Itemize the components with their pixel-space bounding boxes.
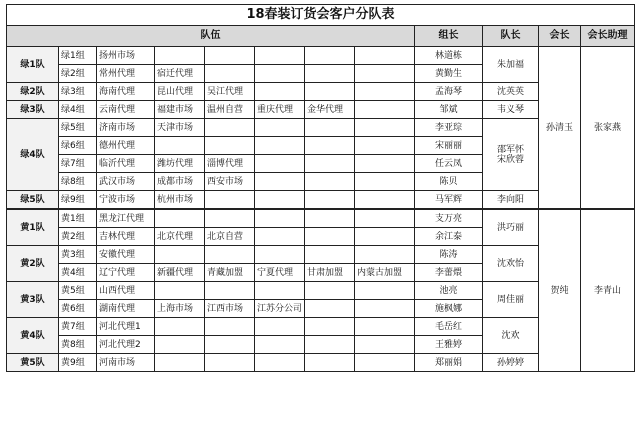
client-cell	[255, 65, 305, 83]
client-cell: 昆山代理	[155, 83, 205, 101]
group-name: 绿9组	[59, 191, 97, 210]
page-title: 18春装订货会客户分队表	[7, 5, 635, 26]
client-cell: 海南代理	[97, 83, 155, 101]
client-cell	[355, 65, 415, 83]
president-cell: 孙清玉	[539, 47, 581, 210]
client-cell	[205, 47, 255, 65]
assistant-cell: 李青山	[581, 209, 635, 372]
header-president: 会长	[539, 26, 581, 47]
client-cell	[355, 300, 415, 318]
client-cell	[355, 83, 415, 101]
client-cell: 湖南代理	[97, 300, 155, 318]
client-cell	[205, 246, 255, 264]
client-cell	[355, 191, 415, 210]
client-cell	[355, 246, 415, 264]
client-cell: 杭州市场	[155, 191, 205, 210]
team-name: 黄5队	[7, 354, 59, 372]
client-cell: 成都市场	[155, 173, 205, 191]
group-name: 黄9组	[59, 354, 97, 372]
client-cell	[305, 83, 355, 101]
group-leader-cell: 马军辉	[415, 191, 483, 210]
client-cell	[355, 282, 415, 300]
client-cell: 青藏加盟	[205, 264, 255, 282]
client-cell: 宁波市场	[97, 191, 155, 210]
team-name: 绿4队	[7, 119, 59, 191]
client-cell: 宁夏代理	[255, 264, 305, 282]
client-cell: 重庆代理	[255, 101, 305, 119]
header-team-leader: 队长	[483, 26, 539, 47]
team-name: 黄3队	[7, 282, 59, 318]
client-cell	[305, 282, 355, 300]
client-cell	[255, 119, 305, 137]
client-cell	[205, 282, 255, 300]
team-leader-cell: 朱加福	[483, 47, 539, 83]
header-row	[7, 26, 635, 47]
client-cell	[255, 137, 305, 155]
client-cell	[255, 173, 305, 191]
client-cell	[305, 354, 355, 372]
group-leader-cell: 陈涛	[415, 246, 483, 264]
client-cell	[255, 83, 305, 101]
client-cell	[155, 47, 205, 65]
client-cell	[305, 65, 355, 83]
president-cell: 贺纯	[539, 209, 581, 372]
group-leader-cell: 毛岳红	[415, 318, 483, 336]
team-leader-cell: 沈英英	[483, 83, 539, 101]
group-name: 绿7组	[59, 155, 97, 173]
client-cell: 河南市场	[97, 354, 155, 372]
client-cell	[305, 246, 355, 264]
client-cell	[305, 318, 355, 336]
group-name: 黄1组	[59, 209, 97, 228]
client-cell	[155, 336, 205, 354]
client-cell	[305, 155, 355, 173]
client-cell: 淄博代理	[205, 155, 255, 173]
group-leader-cell: 李蕾煨	[415, 264, 483, 282]
team-name: 黄2队	[7, 246, 59, 282]
group-leader-cell: 施枫娜	[415, 300, 483, 318]
client-cell	[255, 282, 305, 300]
team-name: 绿5队	[7, 191, 59, 210]
client-cell	[155, 246, 205, 264]
group-leader-cell: 孟海琴	[415, 83, 483, 101]
client-cell: 德州代理	[97, 137, 155, 155]
client-cell	[255, 354, 305, 372]
client-cell	[305, 119, 355, 137]
client-cell	[355, 173, 415, 191]
client-cell	[305, 336, 355, 354]
client-cell: 辽宁代理	[97, 264, 155, 282]
client-cell: 北京自营	[205, 228, 255, 246]
group-name: 绿3组	[59, 83, 97, 101]
client-cell: 温州自营	[205, 101, 255, 119]
group-name: 黄3组	[59, 246, 97, 264]
client-cell: 黑龙江代理	[97, 209, 155, 228]
group-name: 绿1组	[59, 47, 97, 65]
client-cell	[305, 209, 355, 228]
group-name: 黄6组	[59, 300, 97, 318]
client-cell	[355, 47, 415, 65]
team-leader-cell: 沈欢怡	[483, 246, 539, 282]
client-cell: 宿迁代理	[155, 65, 205, 83]
client-cell	[255, 318, 305, 336]
client-cell: 河北代理1	[97, 318, 155, 336]
client-cell	[355, 318, 415, 336]
client-cell	[205, 209, 255, 228]
client-cell	[255, 228, 305, 246]
client-cell: 福建市场	[155, 101, 205, 119]
client-cell: 吉林代理	[97, 228, 155, 246]
client-cell	[305, 228, 355, 246]
client-cell	[305, 173, 355, 191]
client-cell: 济南市场	[97, 119, 155, 137]
client-cell: 甘肃加盟	[305, 264, 355, 282]
client-cell: 山西代理	[97, 282, 155, 300]
header-group-leader: 组长	[415, 26, 483, 47]
client-cell	[305, 191, 355, 210]
client-cell: 新疆代理	[155, 264, 205, 282]
client-cell	[155, 318, 205, 336]
client-cell	[205, 336, 255, 354]
team-table	[6, 4, 635, 372]
group-leader-cell: 林道栋	[415, 47, 483, 65]
team-leader-cell: 李向阳	[483, 191, 539, 210]
team-leader-cell: 韦义琴	[483, 101, 539, 119]
client-cell	[355, 354, 415, 372]
team-leader-cell: 洪巧丽	[483, 209, 539, 246]
group-leader-cell: 任云凤	[415, 155, 483, 173]
client-cell: 河北代理2	[97, 336, 155, 354]
client-cell	[355, 155, 415, 173]
group-leader-cell: 邹斌	[415, 101, 483, 119]
client-cell	[355, 137, 415, 155]
team-leader-cell: 孙婷婷	[483, 354, 539, 372]
client-cell: 武汉市场	[97, 173, 155, 191]
group-name: 绿6组	[59, 137, 97, 155]
client-cell: 江苏分公司	[255, 300, 305, 318]
client-cell: 上海市场	[155, 300, 205, 318]
group-name: 黄8组	[59, 336, 97, 354]
group-leader-cell: 陈贝	[415, 173, 483, 191]
header-team-section: 队伍	[7, 26, 415, 47]
group-leader-cell: 王雅婷	[415, 336, 483, 354]
client-cell	[255, 209, 305, 228]
client-cell	[155, 209, 205, 228]
team-name: 黄4队	[7, 318, 59, 354]
client-cell	[305, 47, 355, 65]
team-name: 绿1队	[7, 47, 59, 83]
client-cell	[155, 354, 205, 372]
group-name: 绿5组	[59, 119, 97, 137]
client-cell: 常州代理	[97, 65, 155, 83]
client-cell: 吴江代理	[205, 83, 255, 101]
client-cell	[255, 336, 305, 354]
group-name: 黄7组	[59, 318, 97, 336]
client-cell	[205, 318, 255, 336]
group-leader-cell: 李亚琮	[415, 119, 483, 137]
client-cell	[355, 101, 415, 119]
client-cell	[205, 354, 255, 372]
client-cell: 安徽代理	[97, 246, 155, 264]
group-leader-cell: 宋丽丽	[415, 137, 483, 155]
table-container	[6, 4, 635, 372]
client-cell	[205, 119, 255, 137]
team-leader-cell: 沈欢	[483, 318, 539, 354]
client-cell	[205, 137, 255, 155]
client-cell	[155, 282, 205, 300]
team-name: 绿3队	[7, 101, 59, 119]
group-name: 黄5组	[59, 282, 97, 300]
group-leader-cell: 支万亮	[415, 209, 483, 228]
client-cell	[255, 47, 305, 65]
client-cell	[355, 209, 415, 228]
group-leader-cell: 余江泰	[415, 228, 483, 246]
client-cell: 临沂代理	[97, 155, 155, 173]
client-cell: 天津市场	[155, 119, 205, 137]
client-cell	[355, 119, 415, 137]
group-name: 黄4组	[59, 264, 97, 282]
table-row	[7, 209, 635, 228]
group-name: 绿4组	[59, 101, 97, 119]
group-leader-cell: 黄勤生	[415, 65, 483, 83]
client-cell	[355, 336, 415, 354]
team-name: 黄1队	[7, 209, 59, 246]
client-cell	[255, 191, 305, 210]
team-leader-cell: 周佳丽	[483, 282, 539, 318]
client-cell: 潍坊代理	[155, 155, 205, 173]
client-cell: 北京代理	[155, 228, 205, 246]
client-cell	[205, 65, 255, 83]
group-leader-cell: 池亮	[415, 282, 483, 300]
client-cell	[255, 155, 305, 173]
client-cell: 云南代理	[97, 101, 155, 119]
table-row	[7, 47, 635, 65]
client-cell	[255, 246, 305, 264]
team-leader-cell: 邵军怀 宋欣蓉	[483, 119, 539, 191]
client-cell	[355, 228, 415, 246]
group-name: 绿2组	[59, 65, 97, 83]
group-leader-cell: 郑丽娟	[415, 354, 483, 372]
client-cell	[305, 300, 355, 318]
client-cell: 金华代理	[305, 101, 355, 119]
group-name: 绿8组	[59, 173, 97, 191]
client-cell	[205, 191, 255, 210]
group-name: 黄2组	[59, 228, 97, 246]
team-name: 绿2队	[7, 83, 59, 101]
client-cell: 扬州市场	[97, 47, 155, 65]
client-cell: 内蒙古加盟	[355, 264, 415, 282]
client-cell	[155, 137, 205, 155]
client-cell: 西安市场	[205, 173, 255, 191]
client-cell	[305, 137, 355, 155]
header-assistant: 会长助理	[581, 26, 635, 47]
assistant-cell: 张家燕	[581, 47, 635, 210]
client-cell: 江西市场	[205, 300, 255, 318]
